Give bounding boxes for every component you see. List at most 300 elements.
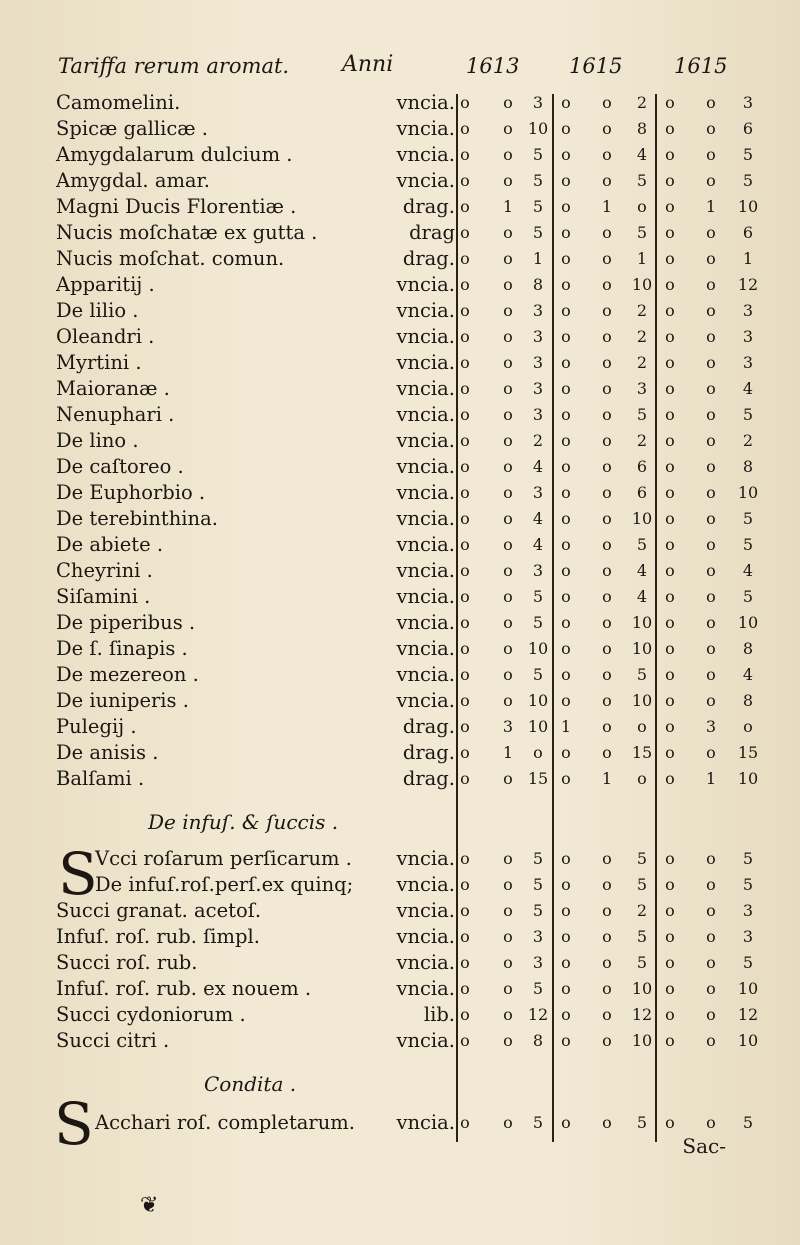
- price-cell: o: [665, 587, 675, 606]
- table-row: [0, 610, 800, 636]
- price-cell: o: [602, 457, 612, 476]
- price-cell: 6: [636, 483, 648, 502]
- item-unit: drag: [409, 221, 455, 244]
- price-cell: 15: [737, 743, 759, 762]
- price-cell: o: [665, 561, 675, 580]
- price-cell: o: [602, 249, 612, 268]
- price-cell: o: [706, 93, 716, 112]
- item-name: De terebinthina.: [56, 507, 218, 530]
- price-cell: 10: [527, 717, 549, 736]
- price-cell: o: [665, 979, 675, 998]
- price-cell: 1: [636, 249, 648, 268]
- header-year-3: 1615: [674, 54, 728, 78]
- price-cell: o: [602, 119, 612, 138]
- price-cell: o: [706, 875, 716, 894]
- item-unit: vncia.: [396, 273, 455, 296]
- price-cell: o: [561, 93, 571, 112]
- price-cell: o: [503, 691, 513, 710]
- price-cell: o: [665, 691, 675, 710]
- price-cell: 10: [527, 119, 549, 138]
- price-cell: o: [460, 691, 470, 710]
- price-cell: 4: [636, 587, 648, 606]
- table-row: [0, 846, 800, 872]
- item-unit: vncia.: [396, 637, 455, 660]
- price-cell: 5: [742, 849, 754, 868]
- drop-cap: S: [54, 1090, 94, 1158]
- price-cell: o: [460, 639, 470, 658]
- table-row: [0, 766, 800, 792]
- price-cell: 5: [636, 171, 648, 190]
- price-cell: o: [706, 743, 716, 762]
- price-cell: o: [460, 1005, 470, 1024]
- price-cell: o: [602, 849, 612, 868]
- price-cell: o: [460, 875, 470, 894]
- table-row: [0, 272, 800, 298]
- price-cell: o: [503, 145, 513, 164]
- price-cell: o: [602, 717, 612, 736]
- price-cell: 5: [636, 665, 648, 684]
- price-cell: o: [503, 171, 513, 190]
- price-cell: o: [665, 953, 675, 972]
- price-cell: 5: [636, 405, 648, 424]
- price-cell: o: [561, 249, 571, 268]
- table-row: [0, 324, 800, 350]
- price-cell: o: [706, 953, 716, 972]
- item-unit: drag.: [402, 247, 455, 270]
- header-year-1: 1613: [466, 54, 520, 78]
- price-cell: o: [533, 743, 543, 762]
- price-cell: o: [665, 171, 675, 190]
- price-cell: o: [706, 405, 716, 424]
- item-name: De iuniperis .: [56, 689, 189, 712]
- price-cell: o: [561, 457, 571, 476]
- price-cell: o: [602, 691, 612, 710]
- price-cell: o: [665, 379, 675, 398]
- item-name: Nenuphari .: [56, 403, 175, 426]
- price-cell: o: [665, 509, 675, 528]
- price-cell: 5: [636, 875, 648, 894]
- price-cell: o: [561, 953, 571, 972]
- price-cell: o: [706, 171, 716, 190]
- price-cell: o: [503, 953, 513, 972]
- price-cell: o: [665, 613, 675, 632]
- price-cell: 5: [532, 171, 544, 190]
- price-cell: o: [460, 979, 470, 998]
- price-cell: 2: [636, 901, 648, 920]
- price-cell: 4: [532, 535, 544, 554]
- price-cell: 12: [631, 1005, 653, 1024]
- price-cell: o: [602, 613, 612, 632]
- item-name: Magni Ducis Florentiæ .: [56, 195, 297, 218]
- price-cell: o: [460, 275, 470, 294]
- price-cell: o: [665, 119, 675, 138]
- price-cell: o: [706, 145, 716, 164]
- price-cell: o: [460, 249, 470, 268]
- price-cell: 5: [532, 613, 544, 632]
- item-unit: vncia.: [396, 585, 455, 608]
- table-row: [0, 116, 800, 142]
- price-cell: o: [460, 457, 470, 476]
- item-unit: vncia.: [396, 559, 455, 582]
- price-cell: o: [602, 509, 612, 528]
- header-anni: Anni: [342, 52, 394, 77]
- price-cell: 8: [636, 119, 648, 138]
- price-cell: o: [706, 509, 716, 528]
- price-cell: o: [460, 171, 470, 190]
- price-cell: o: [561, 1113, 571, 1132]
- price-cell: o: [561, 691, 571, 710]
- price-cell: o: [706, 1113, 716, 1132]
- item-unit: vncia.: [396, 403, 455, 426]
- header-year-2: 1615: [569, 54, 623, 78]
- price-cell: o: [706, 691, 716, 710]
- price-cell: 5: [742, 509, 754, 528]
- price-cell: o: [561, 927, 571, 946]
- price-cell: o: [706, 457, 716, 476]
- price-cell: 8: [532, 275, 544, 294]
- item-name: Spicæ gallicæ .: [56, 117, 208, 140]
- price-cell: 1: [560, 717, 572, 736]
- price-cell: 1: [705, 197, 717, 216]
- price-cell: 1: [742, 249, 754, 268]
- item-unit: vncia.: [396, 847, 455, 870]
- price-cell: 6: [742, 223, 754, 242]
- price-cell: o: [460, 93, 470, 112]
- item-name: De lilio .: [56, 299, 139, 322]
- price-cell: 3: [742, 353, 754, 372]
- price-cell: o: [561, 431, 571, 450]
- price-cell: 3: [742, 93, 754, 112]
- item-name: Vcci roſarum perſicarum .: [95, 847, 352, 870]
- price-cell: o: [706, 561, 716, 580]
- price-cell: o: [665, 223, 675, 242]
- price-cell: 10: [631, 639, 653, 658]
- price-cell: 2: [636, 93, 648, 112]
- table-row: [0, 506, 800, 532]
- price-cell: o: [460, 483, 470, 502]
- price-cell: o: [665, 405, 675, 424]
- price-cell: o: [503, 613, 513, 632]
- price-cell: o: [602, 953, 612, 972]
- price-cell: 4: [742, 665, 754, 684]
- price-cell: o: [460, 379, 470, 398]
- price-cell: o: [561, 665, 571, 684]
- price-cell: 6: [742, 119, 754, 138]
- price-cell: o: [460, 561, 470, 580]
- item-unit: vncia.: [396, 507, 455, 530]
- price-cell: o: [503, 509, 513, 528]
- price-cell: 2: [636, 431, 648, 450]
- table-row: [0, 428, 800, 454]
- item-unit: vncia.: [396, 455, 455, 478]
- price-cell: o: [503, 849, 513, 868]
- item-unit: vncia.: [396, 91, 455, 114]
- table-row: [0, 454, 800, 480]
- table-row: [0, 636, 800, 662]
- price-cell: 10: [631, 1031, 653, 1050]
- price-cell: 3: [742, 927, 754, 946]
- price-cell: 10: [631, 979, 653, 998]
- item-name: Oleandri .: [56, 325, 155, 348]
- price-cell: 4: [532, 457, 544, 476]
- price-cell: 8: [742, 691, 754, 710]
- price-cell: 10: [631, 275, 653, 294]
- table-row: [0, 480, 800, 506]
- price-cell: 1: [601, 197, 613, 216]
- catchword: Sac-: [682, 1134, 726, 1158]
- table-row: [0, 558, 800, 584]
- item-unit: vncia.: [396, 899, 455, 922]
- table-row: [0, 662, 800, 688]
- item-name: Camomelini.: [56, 91, 181, 114]
- item-unit: vncia.: [396, 611, 455, 634]
- price-cell: o: [602, 145, 612, 164]
- price-cell: 5: [636, 535, 648, 554]
- price-cell: 4: [742, 379, 754, 398]
- price-cell: 5: [532, 197, 544, 216]
- price-cell: 1: [502, 743, 514, 762]
- price-cell: o: [706, 665, 716, 684]
- item-name: Pulegij .: [56, 715, 137, 738]
- price-cell: o: [706, 249, 716, 268]
- price-cell: 12: [527, 1005, 549, 1024]
- running-header: [0, 48, 800, 82]
- price-cell: o: [561, 275, 571, 294]
- price-cell: o: [561, 849, 571, 868]
- price-cell: 5: [742, 1113, 754, 1132]
- price-cell: o: [503, 249, 513, 268]
- price-cell: o: [665, 849, 675, 868]
- price-cell: o: [561, 119, 571, 138]
- price-cell: 10: [527, 691, 549, 710]
- price-cell: o: [706, 1031, 716, 1050]
- price-cell: o: [561, 379, 571, 398]
- price-cell: 12: [737, 1005, 759, 1024]
- price-cell: o: [665, 457, 675, 476]
- price-cell: 5: [532, 1113, 544, 1132]
- price-cell: 10: [631, 613, 653, 632]
- price-cell: o: [665, 769, 675, 788]
- price-cell: o: [602, 171, 612, 190]
- price-cell: 2: [636, 353, 648, 372]
- price-cell: o: [503, 561, 513, 580]
- price-cell: o: [706, 927, 716, 946]
- price-cell: o: [561, 327, 571, 346]
- price-cell: o: [602, 483, 612, 502]
- item-unit: drag.: [402, 715, 455, 738]
- price-cell: o: [706, 379, 716, 398]
- price-cell: 5: [636, 1113, 648, 1132]
- price-cell: o: [665, 327, 675, 346]
- price-cell: o: [503, 327, 513, 346]
- table-row: [0, 90, 800, 116]
- printer-ornament: ❦: [140, 1193, 159, 1218]
- price-cell: o: [561, 639, 571, 658]
- price-cell: 5: [742, 535, 754, 554]
- price-cell: o: [665, 353, 675, 372]
- price-cell: o: [503, 535, 513, 554]
- price-cell: o: [460, 901, 470, 920]
- price-cell: o: [503, 979, 513, 998]
- price-cell: o: [706, 275, 716, 294]
- item-unit: vncia.: [396, 663, 455, 686]
- price-cell: o: [503, 93, 513, 112]
- price-cell: o: [665, 93, 675, 112]
- item-name: Infuſ. roſ. rub. ex nouem .: [56, 977, 312, 1000]
- price-cell: o: [561, 561, 571, 580]
- price-cell: o: [460, 665, 470, 684]
- price-cell: 1: [502, 197, 514, 216]
- item-name: De piperibus .: [56, 611, 196, 634]
- price-cell: 2: [636, 301, 648, 320]
- price-cell: o: [503, 1113, 513, 1132]
- price-cell: o: [602, 405, 612, 424]
- price-cell: o: [460, 145, 470, 164]
- section-title-infus: De infuſ. & ſuccis .: [148, 810, 339, 834]
- price-cell: o: [460, 717, 470, 736]
- price-cell: o: [460, 119, 470, 138]
- price-cell: o: [561, 613, 571, 632]
- item-name: Succi cydoniorum .: [56, 1003, 246, 1026]
- table-row: [0, 1028, 800, 1054]
- price-cell: 3: [705, 717, 717, 736]
- item-name: De Euphorbio .: [56, 481, 206, 504]
- price-cell: 5: [742, 171, 754, 190]
- price-cell: o: [706, 535, 716, 554]
- price-cell: o: [665, 301, 675, 320]
- price-cell: 3: [636, 379, 648, 398]
- price-cell: o: [503, 875, 513, 894]
- price-cell: o: [637, 197, 647, 216]
- price-cell: o: [602, 353, 612, 372]
- price-cell: 2: [636, 327, 648, 346]
- price-cell: o: [665, 639, 675, 658]
- price-cell: o: [637, 717, 647, 736]
- price-table-infus: [0, 840, 800, 1054]
- price-cell: 8: [532, 1031, 544, 1050]
- item-name: Balſami .: [56, 767, 145, 790]
- table-row: [0, 1002, 800, 1028]
- price-cell: o: [706, 979, 716, 998]
- price-cell: o: [602, 875, 612, 894]
- price-cell: o: [503, 275, 513, 294]
- price-cell: o: [706, 613, 716, 632]
- price-cell: o: [460, 953, 470, 972]
- item-name: De abiete .: [56, 533, 164, 556]
- price-cell: o: [460, 405, 470, 424]
- price-cell: 3: [532, 379, 544, 398]
- price-cell: 5: [532, 979, 544, 998]
- price-cell: o: [665, 249, 675, 268]
- price-cell: o: [561, 743, 571, 762]
- item-name: Nucis moſchatæ ex gutta .: [56, 221, 318, 244]
- item-name: Infuſ. roſ. rub. ſimpl.: [56, 925, 260, 948]
- price-cell: o: [561, 587, 571, 606]
- price-cell: 5: [742, 587, 754, 606]
- price-cell: o: [561, 769, 571, 788]
- table-row: [0, 950, 800, 976]
- price-cell: o: [561, 509, 571, 528]
- price-cell: o: [706, 849, 716, 868]
- item-name: Myrtini .: [56, 351, 142, 374]
- item-unit: vncia.: [396, 873, 455, 896]
- price-cell: o: [602, 535, 612, 554]
- price-cell: o: [706, 223, 716, 242]
- price-cell: 5: [532, 901, 544, 920]
- price-cell: o: [665, 275, 675, 294]
- price-cell: 3: [742, 327, 754, 346]
- price-cell: o: [460, 613, 470, 632]
- table-row: [0, 532, 800, 558]
- price-cell: o: [602, 927, 612, 946]
- item-name: Siſamini .: [56, 585, 151, 608]
- item-unit: vncia.: [396, 143, 455, 166]
- price-cell: o: [503, 665, 513, 684]
- price-cell: o: [561, 301, 571, 320]
- price-cell: o: [460, 431, 470, 450]
- price-cell: o: [665, 901, 675, 920]
- price-cell: o: [460, 1031, 470, 1050]
- item-unit: vncia.: [396, 1111, 455, 1134]
- price-cell: o: [503, 901, 513, 920]
- price-cell: o: [503, 353, 513, 372]
- item-unit: vncia.: [396, 299, 455, 322]
- price-cell: 12: [737, 275, 759, 294]
- item-name: Cheyrini .: [56, 559, 153, 582]
- price-cell: 3: [532, 405, 544, 424]
- table-row: [0, 740, 800, 766]
- price-cell: o: [503, 927, 513, 946]
- price-cell: o: [665, 743, 675, 762]
- price-cell: o: [561, 901, 571, 920]
- item-name: Succi granat. acetoſ.: [56, 899, 262, 922]
- price-cell: 3: [532, 953, 544, 972]
- table-row: [0, 1110, 800, 1136]
- price-cell: 1: [532, 249, 544, 268]
- table-row: [0, 584, 800, 610]
- price-cell: o: [561, 223, 571, 242]
- price-cell: 5: [636, 927, 648, 946]
- price-cell: o: [665, 717, 675, 736]
- price-cell: o: [602, 1113, 612, 1132]
- price-cell: o: [503, 483, 513, 502]
- price-cell: o: [602, 743, 612, 762]
- price-cell: 2: [532, 431, 544, 450]
- table-row: [0, 872, 800, 898]
- price-cell: 5: [742, 145, 754, 164]
- price-cell: o: [503, 301, 513, 320]
- price-cell: o: [602, 327, 612, 346]
- price-cell: o: [637, 769, 647, 788]
- table-row: [0, 402, 800, 428]
- item-name: Succi roſ. rub.: [56, 951, 198, 974]
- price-table-condita: [0, 1110, 800, 1136]
- table-row: [0, 376, 800, 402]
- price-cell: o: [561, 171, 571, 190]
- price-cell: 5: [532, 665, 544, 684]
- table-row: [0, 976, 800, 1002]
- price-cell: o: [706, 301, 716, 320]
- price-cell: o: [460, 849, 470, 868]
- item-unit: vncia.: [396, 117, 455, 140]
- item-unit: drag.: [402, 741, 455, 764]
- price-cell: 3: [742, 301, 754, 320]
- price-cell: 2: [742, 431, 754, 450]
- price-cell: o: [602, 1031, 612, 1050]
- item-name: Amygdal. amar.: [56, 169, 210, 192]
- price-cell: 3: [502, 717, 514, 736]
- price-cell: 3: [532, 327, 544, 346]
